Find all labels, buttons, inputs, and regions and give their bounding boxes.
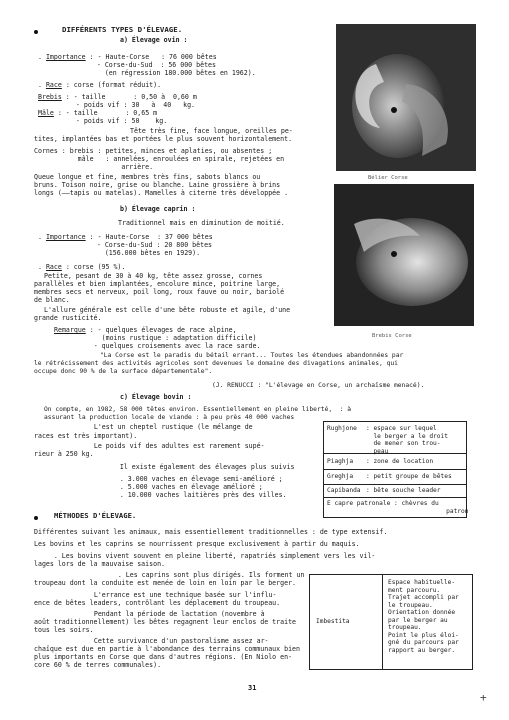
methodes-line: Cette survivance d'un pastoralisme assez ar- bbox=[74, 637, 269, 645]
glossary-term: Capibanda bbox=[327, 487, 361, 494]
glossary-term: Rughjone bbox=[327, 425, 357, 432]
bovin-line: . 3.000 vaches en élevage semi-amélioré ; bbox=[100, 475, 283, 483]
methodes-line: lages lors de la mauvaise saison. bbox=[34, 560, 166, 568]
caprin-importance: . Importance : - Haute-Corse : 37 000 bêtes bbox=[38, 233, 213, 241]
ovin-race: . Race : corse (format réduit). bbox=[38, 81, 162, 89]
caprin-intro: Traditionnel mais en diminution de moitié. bbox=[118, 219, 285, 227]
caprin-desc-line: de blanc. bbox=[34, 296, 70, 304]
bovin-line: . 5.000 vaches en élevage amélioré ; bbox=[100, 483, 263, 491]
methodes-line: août traditionnellement) les bêtes regagnent leur enclos de traite bbox=[34, 618, 297, 626]
caprin-desc-line: L'allure générale est celle d'une bête robuste et agile, d'une bbox=[44, 306, 291, 314]
ovin-desc-line: Queue longue et fine, membres très fins, sabots blancs ou bbox=[34, 173, 261, 181]
caprin-remarque-line: (moins rustique : adaptation difficile) bbox=[54, 334, 257, 342]
ovin-desc-line: arrière. bbox=[34, 163, 154, 171]
methodes-line: . Les bovins vivent souvent en pleine liberté, rapatriés simplement vers les vil- bbox=[34, 552, 376, 560]
types-heading: DIFFÉRENTS TYPES D'ÉLEVAGE. bbox=[62, 25, 183, 34]
imbestita-definition: Espace habituelle- ment parcouru. Trajet accompli par le troupeau. Orientation donnée par le berger au troupeau. Point le plus éloi- gné du parcours par rapport au berger. bbox=[388, 579, 459, 654]
ram-photo bbox=[336, 24, 476, 171]
ovin-importance-line: (en régression 180.000 bêtes en 1962). bbox=[81, 69, 256, 77]
methodes-line: core 60 % de terres communales). bbox=[34, 661, 162, 669]
glossary-divider bbox=[323, 484, 466, 485]
glossary-definition: : bête souche leader bbox=[366, 487, 441, 494]
glossary-definition: : chèvres du patron bbox=[394, 500, 469, 515]
methodes-line: Les bovins et les caprins se nourrissent presque exclusivement à partir du maquis. bbox=[34, 540, 360, 548]
ovin-brebis: Brebis : - taille : 0,50 à 0,60 m bbox=[38, 93, 197, 101]
bovin-line: . 10.000 vaches laitières près des villes. bbox=[100, 491, 287, 499]
glossary-definition: : petit groupe de bêtes bbox=[366, 473, 452, 480]
methodes-line: plus importants en Corse que dans d'autres régions. (En Niolo en- bbox=[34, 653, 293, 661]
caprin-remarque-line: - quelques croisements avec la race sarde. bbox=[54, 342, 261, 350]
ewe-image bbox=[334, 184, 474, 326]
ewe-caption: Brebis Corse bbox=[372, 333, 412, 339]
caprin-race: . Race : corse (95 %). bbox=[38, 263, 126, 271]
caprin-desc-line: membres secs et nerveux, poil long, roux fauve ou noir, bariolé bbox=[34, 288, 285, 296]
ovin-importance: . Importance : - Haute-Corse : 76 000 bêtes bbox=[38, 53, 217, 61]
quote-source: (J. RENUCCI : "L'élevage en Corse, un archaïsme menacé). bbox=[212, 382, 425, 389]
page-number: 31 bbox=[248, 684, 257, 692]
ovin-male: Mâle : - taille : 0,65 m bbox=[38, 109, 158, 117]
methodes-line: Pendant la période de lactation (novembre à bbox=[74, 610, 265, 618]
ovin-desc-line: longs (——tapis ou matelas). Mamelles à citerne très développée . bbox=[34, 189, 289, 197]
caprin-desc-line: grande rusticité. bbox=[34, 314, 102, 322]
ovin-desc-line: tites, implantées bas et portées le plus souvent horizontalement. bbox=[34, 135, 293, 143]
imbestita-term: Imbestita bbox=[316, 618, 350, 625]
caprin-remarque: Remarque : - quelques élevages de race alpine, bbox=[54, 326, 237, 334]
ovin-desc-line: mâle : annelées, enroulées en spirale, rejetées en bbox=[34, 155, 285, 163]
ewe-photo bbox=[334, 184, 474, 326]
glossary-definition: : zone de location bbox=[366, 458, 434, 465]
bullet-icon bbox=[34, 516, 38, 520]
bovin-heading: c) Élevage bovin : bbox=[120, 393, 192, 401]
glossary-divider bbox=[323, 497, 466, 498]
methodes-line: tous les soirs. bbox=[34, 626, 94, 634]
methodes-heading: MÉTHODES D'ÉLEVAGE. bbox=[54, 511, 137, 520]
quote-line: le rétrécissement des activités agricoles sont devenues le domaine des divagations animales, qui bbox=[34, 360, 398, 367]
methodes-line: ence de bêtes leaders, contrôlant les déplacement du troupeau. bbox=[34, 599, 281, 607]
ovin-importance-line: - Corse-du-Sud : 56 000 bêtes bbox=[81, 61, 216, 69]
bovin-line: Il existe également des élevages plus suivis bbox=[100, 463, 295, 471]
bovin-line: Le poids vif des adultes est rarement supé- bbox=[74, 442, 265, 450]
methodes-line: . Les caprins sont plus dirigés. Ils forment un bbox=[98, 571, 305, 579]
bovin-line: assurant la production locale de viande : à peu près 40 000 vaches bbox=[44, 414, 295, 421]
methodes-line: chaïque est due en partie à l'abondance des terrains communaux bien bbox=[34, 645, 300, 653]
bullet-icon bbox=[34, 30, 38, 34]
bovin-line: rieur à 250 kg. bbox=[34, 450, 94, 458]
ram-caption: Bélier Corse bbox=[368, 175, 408, 181]
glossary-definition: : espace sur lequel le berger a le droit de mener son trou- peau bbox=[366, 425, 448, 455]
caprin-importance-line: (156.000 bêtes en 1929). bbox=[81, 249, 201, 257]
quote-line: "La Corse est le paradis du bétail errant... Toutes les étendues abandonnées par bbox=[100, 352, 404, 359]
bovin-line: L'est un cheptel rustique (le mélange de bbox=[74, 423, 253, 431]
quote-line: occupe donc 90 % de la surface départementale". bbox=[34, 368, 213, 375]
imbestita-divider bbox=[382, 574, 383, 669]
methodes-line: troupeau dont la conduite est menée de loin en loin par le berger. bbox=[34, 579, 297, 587]
glossary-term: Greghja bbox=[327, 473, 354, 480]
ovin-desc-line: Cornes : brebis : petites, minces et aplaties, ou absentes ; bbox=[34, 147, 273, 155]
glossary-term: Piaghja bbox=[327, 458, 354, 465]
caprin-desc-line: parallèles et bien implantées, encolure mince, poitrine large, bbox=[34, 280, 281, 288]
caprin-heading: b) Élevage caprin : bbox=[120, 205, 196, 213]
glossary-divider bbox=[323, 469, 466, 470]
ovin-heading: a) Élevage ovin : bbox=[120, 36, 188, 44]
ovin-desc-line: Tête très fine, face longue, oreilles pe- bbox=[130, 127, 293, 135]
caprin-importance-line: - Corse-du-Sud : 20 800 bêtes bbox=[81, 241, 213, 249]
caprin-desc-line: Petite, pesant de 30 à 40 kg, tête assez grosse, cornes bbox=[44, 272, 263, 280]
ram-image bbox=[336, 24, 476, 171]
glossary-term: E capre patronale bbox=[327, 500, 391, 507]
ovin-male-line: - poids vif : 50 kg. bbox=[64, 117, 168, 125]
methodes-line: L'errance est une technique basée sur l'influ- bbox=[74, 591, 277, 599]
ovin-brebis-line: - poids vif : 30 à 40 kg. bbox=[64, 101, 196, 109]
bovin-line: On compte, en 1982, 58 000 têtes environ. Essentiellement en pleine liberté, : à bbox=[44, 406, 352, 413]
bovin-line: races est très important). bbox=[34, 432, 138, 440]
ovin-desc-line: bruns. Toison noire, grise ou blanche. Laine grossière à brins bbox=[34, 181, 281, 189]
methodes-line: Différentes suivant les animaux, mais essentiellement traditionnelles : de type extensif. bbox=[34, 528, 388, 536]
corner-mark: + bbox=[480, 691, 487, 704]
